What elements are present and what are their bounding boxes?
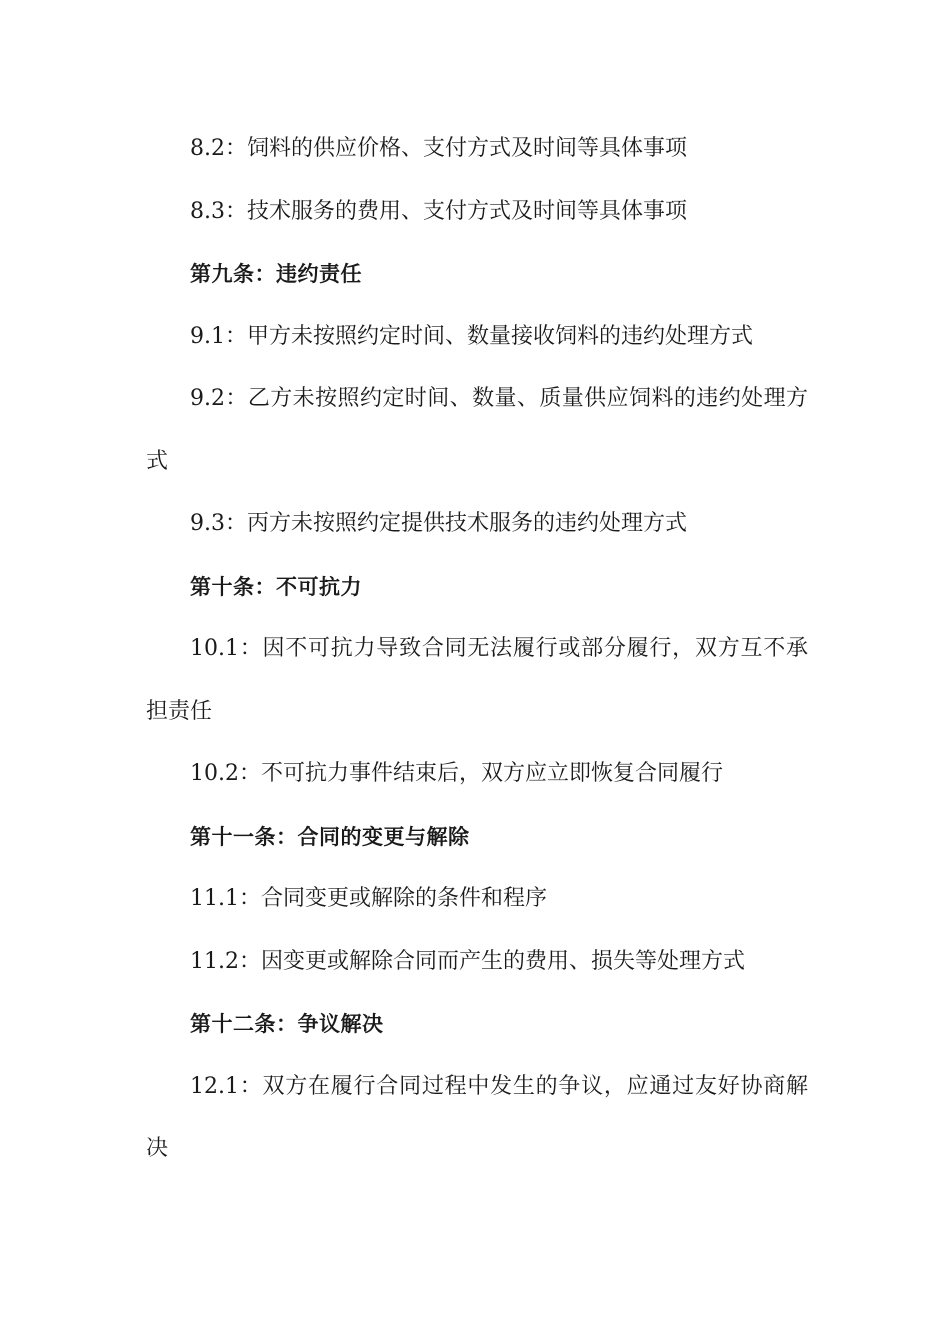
clause-11-1: 11.1：合同变更或解除的条件和程序 bbox=[190, 886, 547, 911]
clause-12-1 bbox=[146, 1056, 808, 1119]
clause-8-2: 8.2：饲料的供应价格、支付方式及时间等具体事项 bbox=[190, 136, 687, 161]
clause-10-2: 10.2：不可抗力事件结束后，双方应立即恢复合同履行 bbox=[190, 761, 723, 786]
document-body bbox=[146, 118, 808, 1181]
article-10-heading: 第十条：不可抗力 bbox=[190, 574, 362, 599]
clause-9-1: 9.1：甲方未按照约定时间、数量接收饲料的违约处理方式 bbox=[190, 323, 753, 349]
clause-12-1-continuation: 决 bbox=[146, 1136, 169, 1161]
article-11-heading: 第十一条：合同的变更与解除 bbox=[190, 824, 470, 849]
clause-9-2 bbox=[146, 368, 808, 431]
clause-10-1-text: 10.1：因不可抗力导致合同无法履行或部分履行，双方互不承 bbox=[190, 636, 808, 661]
article-12-heading: 第十二条：争议解决 bbox=[190, 1012, 384, 1036]
clause-8-3: 8.3：技术服务的费用、支付方式及时间等具体事项 bbox=[190, 198, 687, 224]
clause-9-2-continuation: 式 bbox=[146, 448, 169, 474]
clause-9-3: 9.3：丙方未按照约定提供技术服务的违约处理方式 bbox=[190, 511, 687, 536]
clause-11-2: 11.2：因变更或解除合同而产生的费用、损失等处理方式 bbox=[190, 948, 745, 974]
clause-9-2-text: 9.2：乙方未按照约定时间、数量、质量供应饲料的违约处理方 bbox=[190, 386, 808, 411]
clause-10-1-continuation: 担责任 bbox=[146, 698, 213, 724]
clause-10-1 bbox=[146, 618, 808, 681]
clause-12-1-text: 12.1：双方在履行合同过程中发生的争议，应通过友好协商解 bbox=[190, 1073, 808, 1099]
article-9-heading: 第九条：违约责任 bbox=[190, 262, 362, 286]
